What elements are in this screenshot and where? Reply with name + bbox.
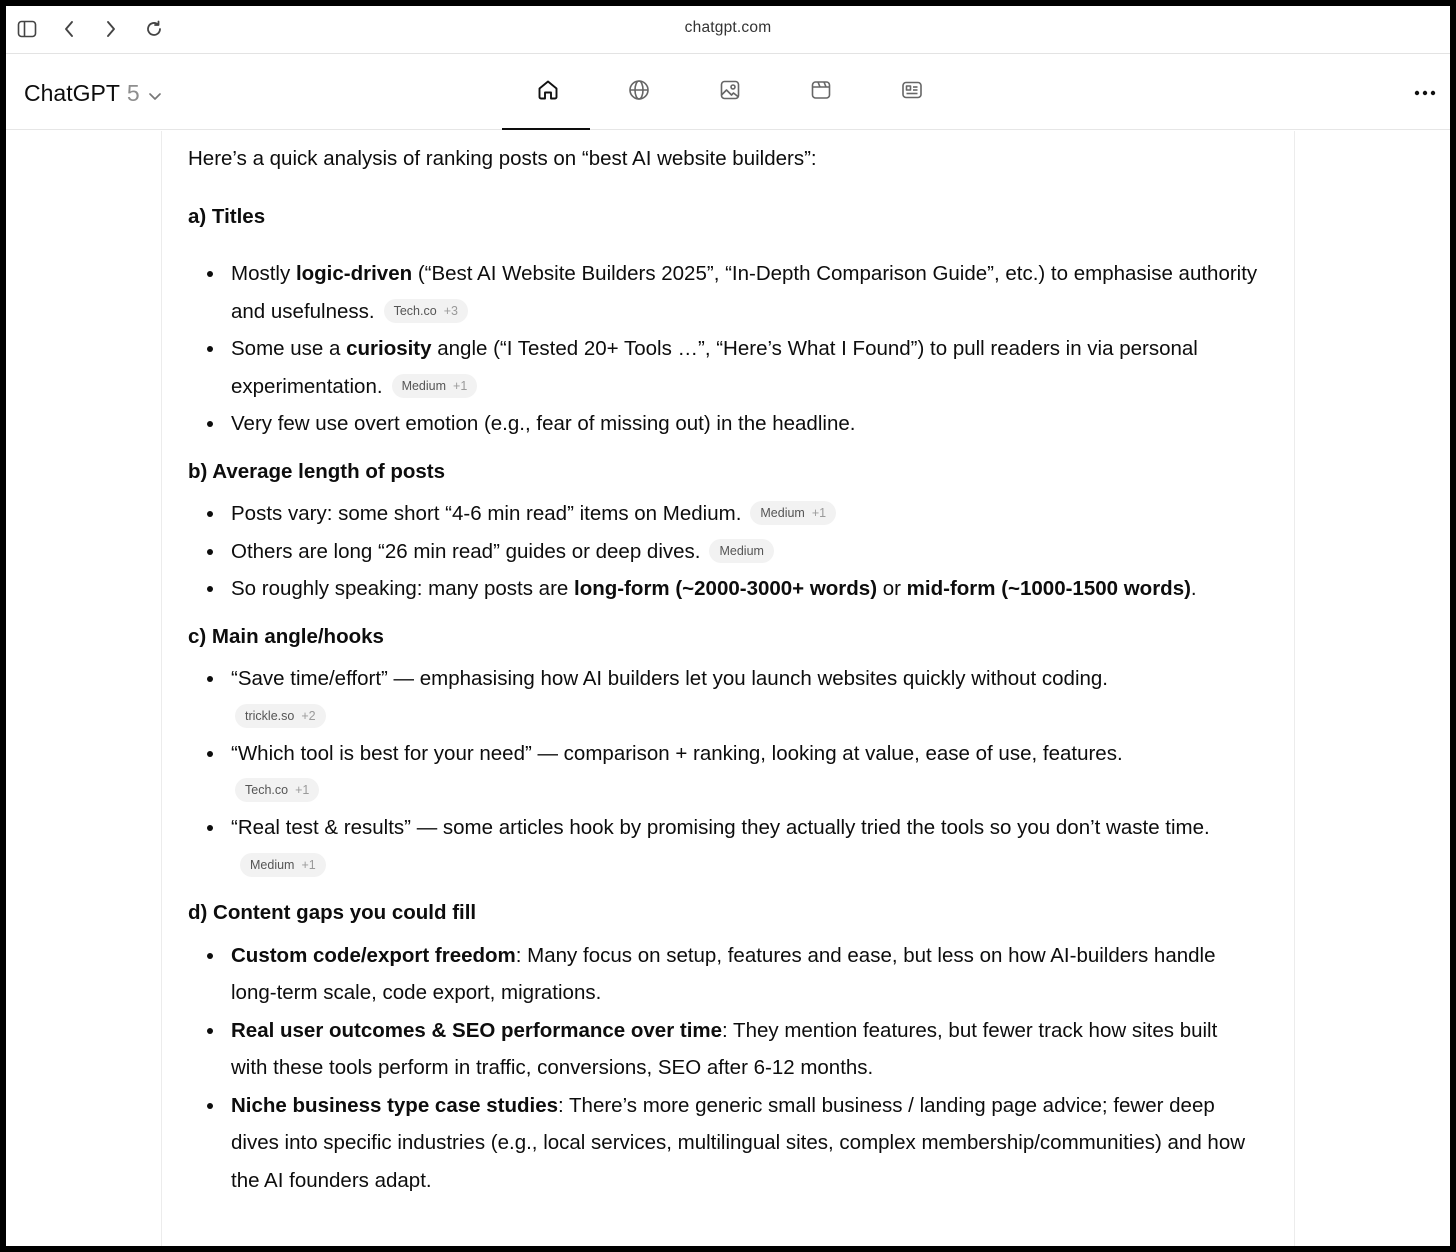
tab-video[interactable] <box>775 54 866 130</box>
bullet-list <box>188 937 1258 1200</box>
home-icon <box>536 78 560 107</box>
bullet-list <box>188 660 1258 884</box>
section-heading: b) Average length of posts <box>188 459 446 483</box>
more-options-icon[interactable] <box>1412 80 1438 106</box>
tab-news[interactable] <box>866 54 957 130</box>
tab-home[interactable] <box>502 54 593 130</box>
image-icon <box>718 78 742 107</box>
list-item: Mostly logic-driven (“Best AI Website Builders 2025”, “In-Depth Comparison Guide”, etc.) to emphasise authority and usefulness. Tech.co +3 <box>188 255 1258 330</box>
chevron-down-icon <box>148 81 162 108</box>
list-item: Others are long “26 min read” guides or deep dives. Medium <box>188 533 1258 571</box>
list-item: Niche business type case studies: There’s more generic small business / landing page advice; fewer deep dives into specific industries (e.g., local services, multilingual sites, complex membership/communities) and how the AI founders adapt. <box>188 1087 1258 1200</box>
list-item: So roughly speaking: many posts are long-form (~2000-3000+ words) or mid-form (~1000-1500 words). <box>188 570 1258 608</box>
model-version: 5 <box>126 79 140 106</box>
section-heading: a) Titles <box>188 204 266 228</box>
intro-text: Here’s a quick analysis of ranking posts on “best AI website builders”: <box>188 147 817 170</box>
source-chip[interactable]: Medium +1 <box>240 853 326 877</box>
source-chip[interactable]: Medium +1 <box>392 374 478 398</box>
source-chip[interactable]: trickle.so +2 <box>235 704 326 728</box>
assistant-message <box>188 140 1258 1209</box>
browser-toolbar <box>6 6 1450 54</box>
section-heading: d) Content gaps you could fill <box>188 901 477 924</box>
list-item: “Which tool is best for your need” — comparison + ranking, looking at value, ease of use, features. Tech.co +1 <box>188 735 1258 803</box>
list-item: “Real test & results” — some articles hook by promising they actually tried the tools so you don’t waste time. Medium +1 <box>188 809 1258 884</box>
globe-icon <box>627 78 651 107</box>
tab-web[interactable] <box>593 54 684 130</box>
list-item: Very few use overt emotion (e.g., fear of missing out) in the headline. <box>188 405 1258 443</box>
list-item: “Save time/effort” — emphasising how AI builders let you launch websites quickly without coding. trickle.so +2 <box>188 660 1258 728</box>
source-chip[interactable]: Tech.co +1 <box>235 778 319 802</box>
source-chip[interactable]: Medium +1 <box>750 501 836 525</box>
section-heading: c) Main angle/hooks <box>188 624 384 648</box>
mode-tabs <box>502 54 957 130</box>
model-selector[interactable] <box>24 78 162 108</box>
source-chip[interactable]: Tech.co +3 <box>384 299 468 323</box>
address-bar[interactable]: chatgpt.com <box>684 19 772 36</box>
list-item: Real user outcomes & SEO performance over time: They mention features, but fewer track how sites built with these tools perform in traffic, conversions, SEO after 6-12 months. <box>188 1012 1258 1087</box>
source-chip[interactable]: Medium <box>709 539 773 563</box>
model-name: ChatGPT <box>24 79 120 106</box>
list-item: Custom code/export freedom: Many focus on setup, features and ease, but less on how AI-builders handle long-term scale, code export, migrations. <box>188 937 1258 1012</box>
news-icon <box>900 78 924 107</box>
bullet-list <box>188 255 1258 443</box>
tab-images[interactable] <box>684 54 775 130</box>
list-item: Some use a curiosity angle (“I Tested 20+ Tools …”, “Here’s What I Found”) to pull readers in via personal experimentation. Medium +1 <box>188 330 1258 405</box>
video-icon <box>809 78 833 107</box>
app-header <box>6 54 1450 130</box>
bullet-list <box>188 495 1258 608</box>
list-item: Posts vary: some short “4-6 min read” items on Medium. Medium +1 <box>188 495 1258 533</box>
